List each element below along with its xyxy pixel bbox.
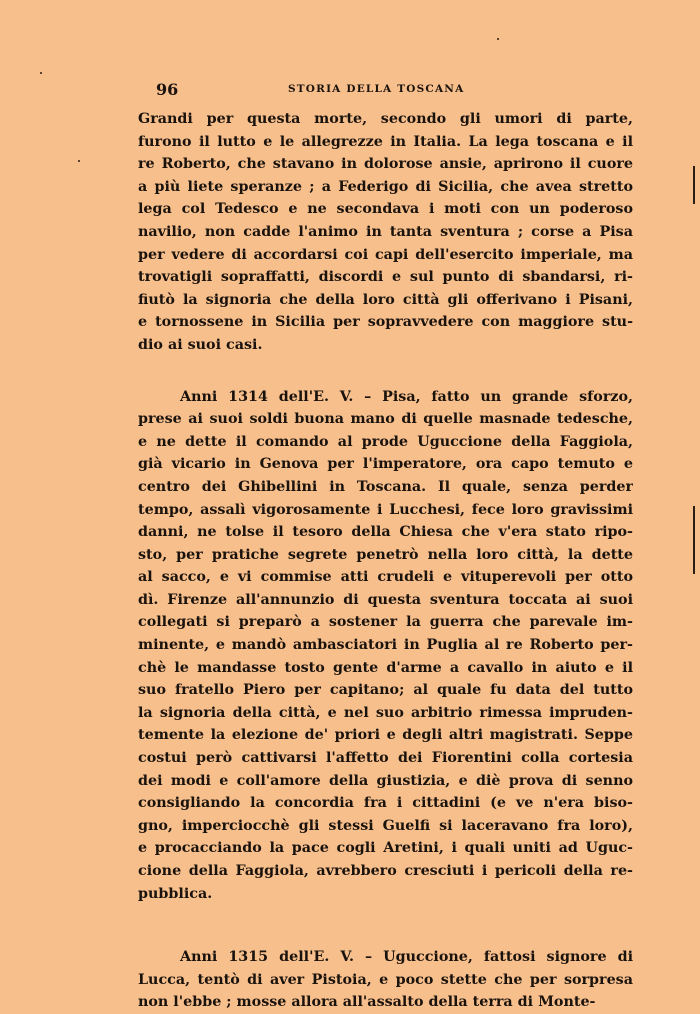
- text-line: Grandi per questa morte, secondo gli umori di parte,: [138, 111, 633, 127]
- text-line: navilio, non cadde l'animo in tanta sventura ; corse a Pisa: [138, 223, 633, 240]
- text-line: temente la elezione de' priori e degli altri magistrati. Seppe: [138, 727, 633, 744]
- page-header: [138, 80, 558, 100]
- text-line: al sacco, e vi commise atti crudeli e vituperevoli per otto: [138, 569, 633, 586]
- text-line: per vedere di accordarsi coi capi dell'esercito imperiale, ma: [138, 246, 633, 263]
- text-line: suo fratello Piero per capitano; al quale fu data del tutto: [138, 682, 633, 699]
- body-text: [138, 108, 633, 1014]
- scan-mark: [497, 38, 499, 40]
- page-number: 96: [156, 80, 179, 99]
- scan-mark: [693, 506, 695, 574]
- paragraph-2: [138, 386, 633, 906]
- text-line: Anni 1315 dell'E. V. – Uguccione, fattosi signore di: [180, 949, 633, 966]
- text-line: gno, imperciocchè gli stessi Guelfi si laceravano fra loro),: [138, 817, 633, 834]
- running-title: STORIA DELLA TOSCANA: [288, 83, 465, 95]
- text-line: e ne dette il comando al prode Uguccione della Faggiola,: [138, 433, 633, 450]
- paragraph-1: [138, 108, 633, 357]
- text-line: fiutò la signoria che della loro città gli offerivano i Pisani,: [138, 291, 633, 308]
- text-line: minente, e mandò ambasciatori in Puglia al re Roberto per-: [138, 637, 633, 654]
- text-line: prese ai suoi soldi buona mano di quelle masnade tedesche,: [138, 411, 633, 428]
- text-line: consigliando la concordia fra i cittadini (e ve n'era biso-: [138, 795, 633, 812]
- text-line: sto, per pratiche segrete penetrò nella loro città, la dette: [138, 546, 633, 563]
- text-line: non l'ebbe ; mosse allora all'assalto della terra di Monte-: [138, 994, 596, 1011]
- text-line: centro dei Ghibellini in Toscana. Il quale, senza perder: [138, 478, 633, 495]
- text-line: collegati si preparò a sostener la guerra che parevale im-: [138, 614, 633, 631]
- text-line: Lucca, tentò di aver Pistoia, e poco stette che per sorpresa: [138, 971, 633, 988]
- text-line: lega col Tedesco e ne secondava i moti con un poderoso: [138, 201, 633, 218]
- text-line: pubblica.: [138, 885, 213, 902]
- text-line: a più liete speranze ; a Federigo di Sicilia, che avea stretto: [138, 178, 633, 195]
- scan-mark: [693, 166, 695, 204]
- text-line: già vicario in Genova per l'imperatore, ora capo temuto e: [138, 456, 633, 473]
- text-line: dio ai suoi casi.: [138, 336, 263, 353]
- text-line: dei modi e coll'amore della giustizia, e diè prova di senno: [138, 772, 633, 789]
- text-line: costui però cattivarsi l'affetto dei Fiorentini colla cortesia: [138, 750, 633, 767]
- text-line: Anni 1314 dell'E. V. – Pisa, fatto un grande sforzo,: [180, 388, 633, 405]
- text-line: la signoria della città, e nel suo arbitrio rimessa impruden-: [138, 704, 633, 721]
- text-line: trovatigli sopraffatti, discordi e sul punto di sbandarsi, ri-: [138, 269, 633, 286]
- paragraph-3: [138, 946, 633, 1014]
- text-line: dì. Firenze all'annunzio di questa sventura toccata ai suoi: [138, 591, 633, 608]
- scan-mark: [78, 160, 80, 162]
- text-line: e tornossene in Sicilia per sopravvedere con maggiore stu-: [138, 314, 633, 331]
- text-line: chè le mandasse tosto gente d'arme a cavallo in aiuto e il: [138, 659, 633, 676]
- text-line: re Roberto, che stavano in dolorose ansie, aprirono il cuore: [138, 156, 633, 173]
- text-line: furono il lutto e le allegrezze in Italia. La lega toscana e il: [138, 133, 633, 150]
- scan-mark: [40, 72, 42, 74]
- text-line: cione della Faggiola, avrebbero cresciuti i pericoli della re-: [138, 863, 633, 879]
- text-line: e procacciando la pace cogli Aretini, i quali uniti ad Uguc-: [138, 840, 633, 857]
- text-line: tempo, assalì vigorosamente i Lucchesi, fece loro gravissimi: [138, 501, 633, 518]
- text-line: danni, ne tolse il tesoro della Chiesa che v'era stato ripo-: [138, 524, 633, 541]
